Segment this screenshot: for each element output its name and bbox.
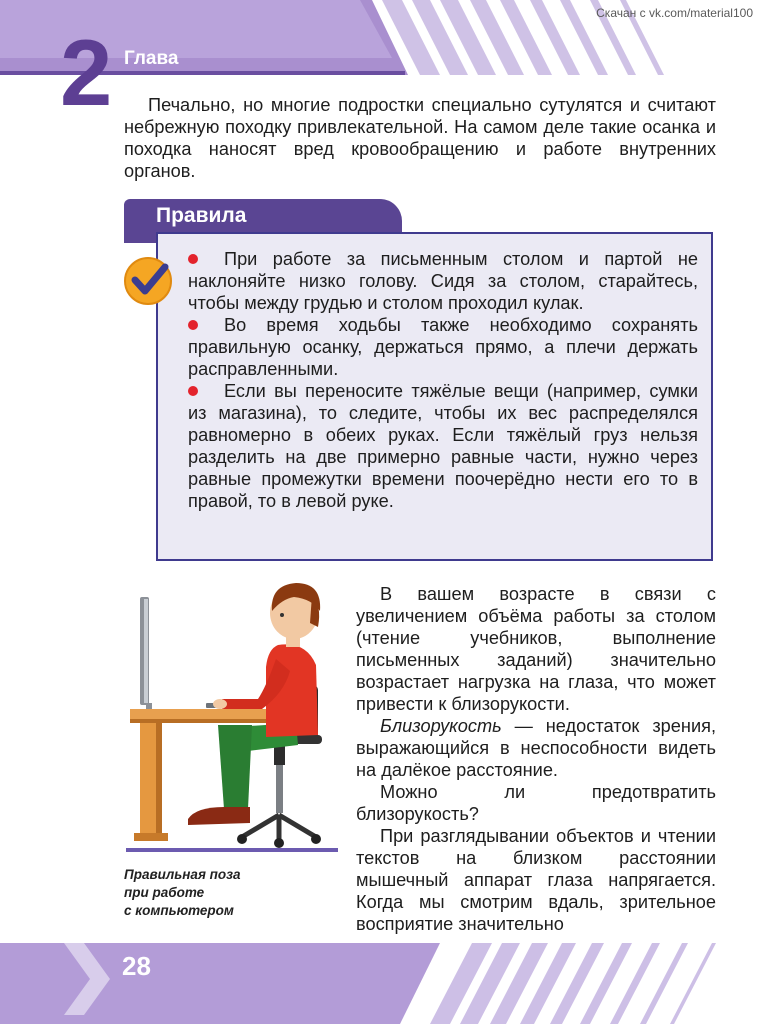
posture-illustration: [126, 575, 338, 857]
chapter-label: Глава: [124, 48, 179, 69]
page-number: 28: [122, 951, 151, 981]
rules-title: Правила: [156, 204, 247, 227]
figure-caption: [124, 866, 304, 920]
term-definition: — недостаток зрения, выражающийся в неспособности видеть на далёкое расстояние.: [356, 716, 716, 780]
intro-paragraph: [124, 94, 716, 182]
rule-text: Во время ходьбы также необходимо сохранять правильную осанку, держаться прямо, а плечи держать расправленными.: [188, 315, 698, 379]
footer-band: [0, 943, 769, 1024]
caption-line: с компьютером: [124, 903, 234, 918]
rules-list: [188, 248, 698, 512]
rule-item: [188, 248, 698, 314]
caption-line: Правильная поза: [124, 867, 241, 882]
bullet-icon: [188, 386, 198, 396]
rule-text: При работе за письменным столом и партой не наклоняйте низко голову. Сидя за столом, старайтесь, чтобы между грудью и столом проходил кулак.: [188, 249, 698, 313]
rule-item: [188, 380, 698, 512]
body-paragraph: [356, 715, 716, 781]
rule-item: [188, 314, 698, 380]
checkmark-icon: [122, 255, 174, 307]
caption-line: при работе: [124, 885, 205, 900]
watermark: Скачан с vk.com/material100: [596, 6, 753, 20]
rule-text: Если вы переносите тяжёлые вещи (например, сумки из магазина), то следите, чтобы их вес распределялся равномерно в обеих руках. Если тяжёлый груз нельзя разделить на две примерно равные части, нужно через равные промежутки времени поочерёдно нести его то в правой, то в левой руке.: [188, 381, 698, 511]
body-question: Можно ли предотвратить близорукость?: [356, 782, 716, 824]
body-paragraph: При разглядывании объектов и чтении текстов на близком расстоянии мышечный аппарат глаза напрягается. Когда мы смотрим вдаль, зрительное восприятие значительно: [356, 826, 716, 934]
chapter-number: 2: [60, 20, 113, 125]
body-paragraph: В вашем возрасте в связи с увеличением объёма работы за столом (чтение учебников, выполнение письменных заданий) значительно возрастает нагрузка на глаза, что может привести к близорукости.: [356, 584, 716, 714]
intro-text: Печально, но многие подростки специально сутулятся и считают небрежную походку привлекательной. На самом деле такие осанка и походка наносят вред кровообращению и работе внутренних органов.: [124, 95, 716, 181]
body-text: [356, 583, 716, 935]
bullet-icon: [188, 254, 198, 264]
bullet-icon: [188, 320, 198, 330]
term-myopia: Близорукость: [380, 716, 502, 736]
